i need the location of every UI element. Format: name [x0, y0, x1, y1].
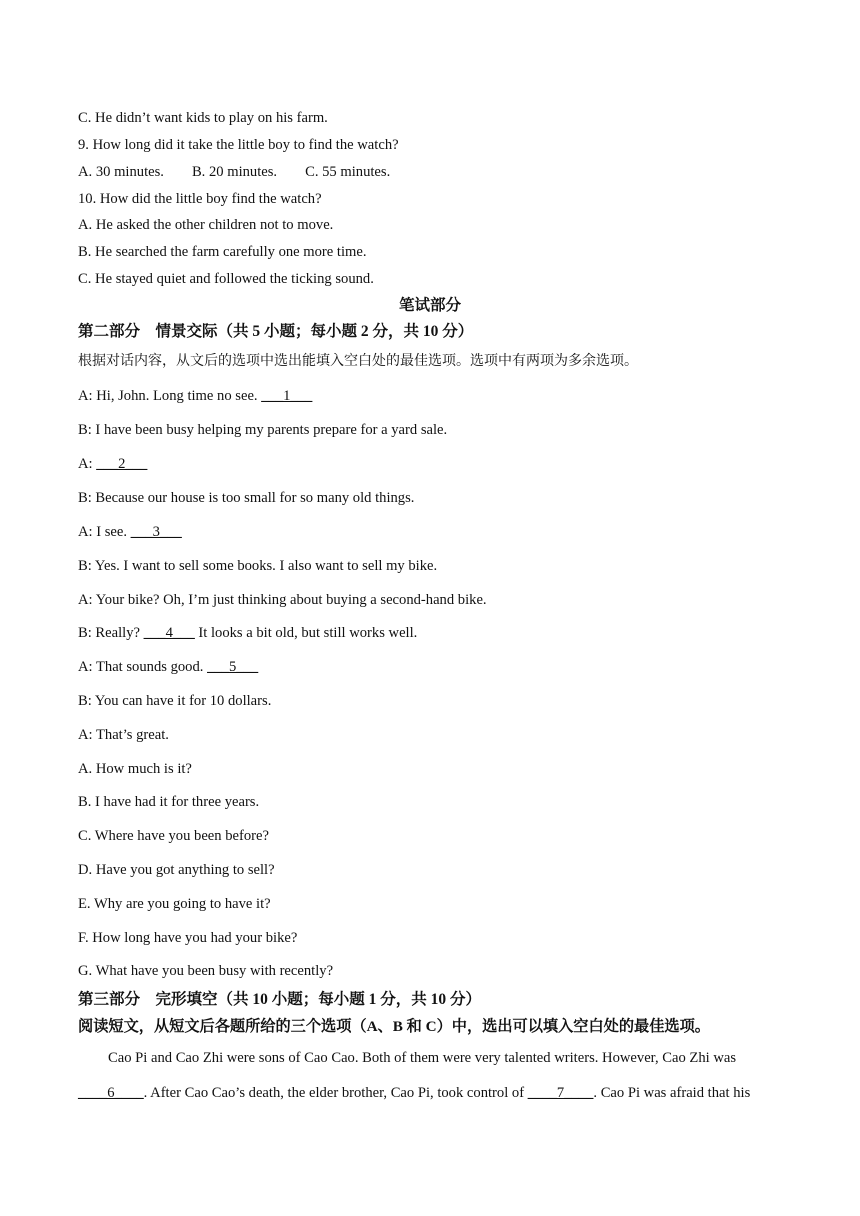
q10-option-c: C. He stayed quiet and followed the ticking sound. [78, 271, 374, 287]
dialogue-line: A: I see. ___3___ [78, 524, 182, 540]
dialogue-line: B: Really? ___4___ It looks a bit old, but still works well. [78, 625, 418, 641]
blank-7[interactable]: ____7____ [527, 1085, 594, 1101]
q10-question: 10. How did the little boy find the watch? [78, 191, 322, 207]
q9-question: 9. How long did it take the little boy to find the watch? [78, 137, 399, 153]
blank-3[interactable]: ___3___ [130, 524, 182, 540]
part2-title: 第二部分 情景交际（共 5 小题；每小题 2 分，共 10 分） [78, 323, 474, 340]
blank-2[interactable]: ___2___ [96, 456, 148, 472]
q9-options [78, 163, 390, 181]
part2-option-d: D. Have you got anything to sell? [78, 862, 275, 878]
dialogue-line: A: That’s great. [78, 727, 169, 743]
q9-option-b: B. 20 minutes. [191, 164, 278, 180]
part2-instruction: 根据对话内容，从文后的选项中选出能填入空白处的最佳选项。选项中有两项为多余选项。 [78, 354, 638, 369]
part2-option-b: B. I have had it for three years. [78, 794, 260, 810]
blank-1[interactable]: ___1___ [261, 388, 313, 404]
blank-5[interactable]: ___5___ [207, 659, 259, 675]
dialogue-line: B: Because our house is too small for so many old things. [78, 490, 415, 506]
dialogue-line: B: Yes. I want to sell some books. I also want to sell my bike. [78, 558, 438, 574]
dialogue-line: A: ___2___ [78, 456, 148, 472]
dialogue-line: A: That sounds good. ___5___ [78, 659, 259, 675]
dialogue-line: B: I have been busy helping my parents prepare for a yard sale. [78, 422, 448, 438]
part3-instruction: 阅读短文，从短文后各题所给的三个选项（A、B 和 C）中，选出可以填入空白处的最佳选项。 [78, 1018, 710, 1035]
q10-option-b: B. He searched the farm carefully one more time. [78, 244, 367, 260]
dialogue-line: A: Your bike? Oh, I’m just thinking about buying a second-hand bike. [78, 592, 487, 608]
q9-option-a: A. 30 minutes. [78, 164, 164, 180]
blank-6[interactable]: ____6____ [78, 1085, 144, 1101]
part2-option-f: F. How long have you had your bike? [78, 930, 298, 946]
passage-line-1: Cao Pi and Cao Zhi were sons of Cao Cao. Both of them were very talented writers. However, Cao Zhi was [108, 1050, 737, 1066]
passage-line-2: ____6____. After Cao Cao’s death, the elder brother, Cao Pi, took control of ____7____. Cao Pi was afraid that his [78, 1085, 751, 1101]
dialogue-line: A: Hi, John. Long time no see. ___1___ [78, 388, 313, 404]
q10-option-a: A. He asked the other children not to move. [78, 217, 334, 233]
part3-title: 第三部分 完形填空（共 10 小题；每小题 1 分，共 10 分） [78, 991, 482, 1008]
blank-4[interactable]: ___4___ [143, 625, 195, 641]
written-heading: 笔试部分 [398, 297, 461, 314]
part2-option-g: G. What have you been busy with recently? [78, 963, 334, 979]
q9-option-c: C. 55 minutes. [305, 164, 391, 180]
part2-option-c: C. Where have you been before? [78, 828, 269, 844]
part2-option-a: A. How much is it? [78, 761, 192, 777]
dialogue-line: B: You can have it for 10 dollars. [78, 693, 272, 709]
part2-option-e: E. Why are you going to have it? [78, 896, 271, 912]
q8-option-c: C. He didn’t want kids to play on his farm. [78, 110, 328, 126]
